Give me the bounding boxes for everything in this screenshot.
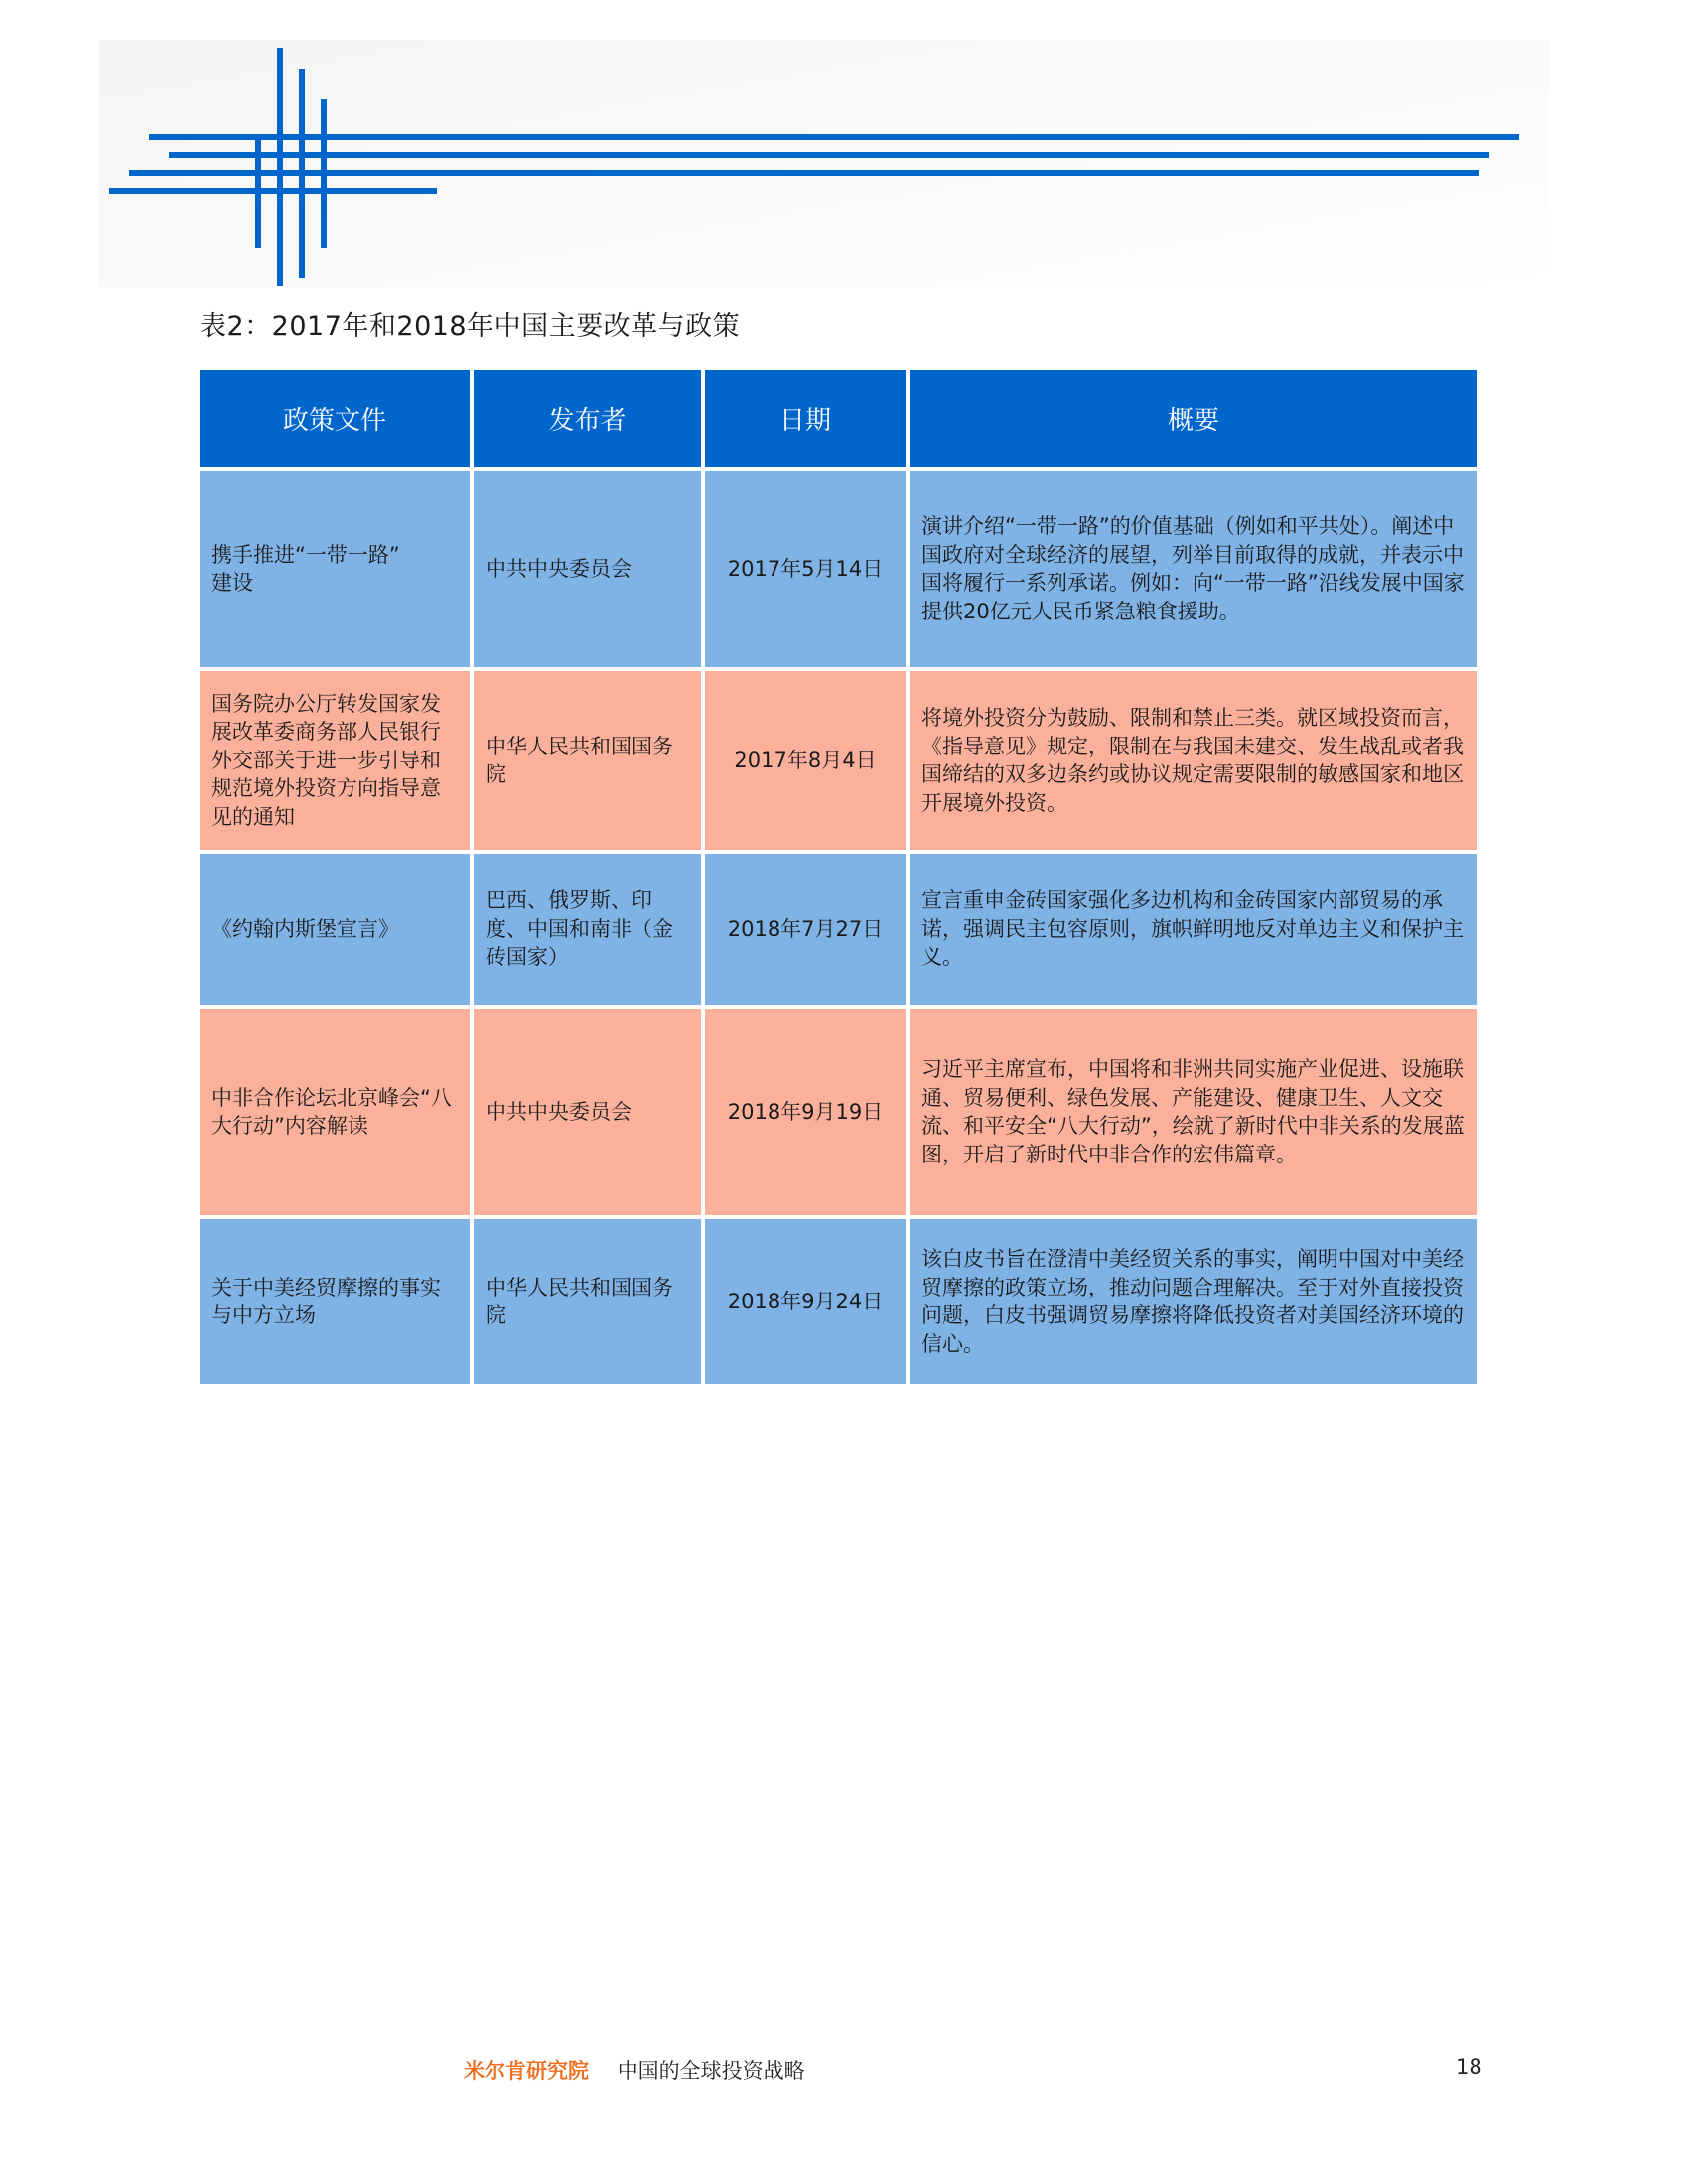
cell-summary: 宣言重申金砖国家强化多边机构和金砖国家内部贸易的承诺，强调民主包容原则，旗帜鲜明地反对单边主义和保护主义。 bbox=[910, 854, 1477, 1005]
footer-doc-title: 中国的全球投资战略 bbox=[617, 2059, 805, 2083]
cell-publisher: 中华人民共和国国务院 bbox=[474, 1219, 701, 1384]
page-footer bbox=[464, 2055, 805, 2085]
cell-doc: 国务院办公厅转发国家发展改革委商务部人民银行外交部关于进一步引导和规范境外投资方向指导意见的通知 bbox=[200, 671, 470, 850]
page-number: 18 bbox=[1456, 2055, 1482, 2079]
column-header-doc: 政策文件 bbox=[200, 370, 470, 467]
cell-date: 2017年5月14日 bbox=[705, 471, 906, 667]
cell-date: 2017年8月4日 bbox=[705, 671, 906, 850]
header-grid-lines-icon bbox=[99, 40, 1549, 308]
cell-date: 2018年9月19日 bbox=[705, 1009, 906, 1215]
cell-date: 2018年9月24日 bbox=[705, 1219, 906, 1384]
table-caption: 表2：2017年和2018年中国主要改革与政策 bbox=[200, 311, 741, 341]
cell-doc: 关于中美经贸摩擦的事实与中方立场 bbox=[200, 1219, 470, 1384]
cell-date: 2018年7月27日 bbox=[705, 854, 906, 1005]
table-row bbox=[200, 1009, 1477, 1215]
table-row bbox=[200, 471, 1477, 667]
table-header-row bbox=[200, 370, 1477, 467]
cell-publisher: 巴西、俄罗斯、印度、中国和南非（金砖国家） bbox=[474, 854, 701, 1005]
table-row bbox=[200, 854, 1477, 1005]
column-header-summary: 概要 bbox=[910, 370, 1477, 467]
footer-org-name: 米尔肯研究院 bbox=[464, 2059, 589, 2083]
cell-publisher: 中华人民共和国国务院 bbox=[474, 671, 701, 850]
cell-summary: 该白皮书旨在澄清中美经贸关系的事实，阐明中国对中美经贸摩擦的政策立场，推动问题合理解决。至于对外直接投资问题，白皮书强调贸易摩擦将降低投资者对美国经济环境的信心。 bbox=[910, 1219, 1477, 1384]
cell-doc: 《约翰内斯堡宣言》 bbox=[200, 854, 470, 1005]
cell-publisher: 中共中央委员会 bbox=[474, 1009, 701, 1215]
cell-summary: 将境外投资分为鼓励、限制和禁止三类。就区域投资而言，《指导意见》规定，限制在与我国未建交、发生战乱或者我国缔结的双多边条约或协议规定需要限制的敏感国家和地区开展境外投资。 bbox=[910, 671, 1477, 850]
table-row bbox=[200, 1219, 1477, 1384]
table-row bbox=[200, 671, 1477, 850]
cell-doc: 中非合作论坛北京峰会“八大行动”内容解读 bbox=[200, 1009, 470, 1215]
cell-summary: 习近平主席宣布，中国将和非洲共同实施产业促进、设施联通、贸易便利、绿色发展、产能建设、健康卫生、人文交流、和平安全“八大行动”，绘就了新时代中非关系的发展蓝图，开启了新时代中非合作的宏伟篇章。 bbox=[910, 1009, 1477, 1215]
cell-summary: 演讲介绍“一带一路”的价值基础（例如和平共处）。阐述中国政府对全球经济的展望，列举目前取得的成就，并表示中国将履行一系列承诺。例如：向“一带一路”沿线发展中国家提供20亿元人民币紧急粮食援助。 bbox=[910, 471, 1477, 667]
cell-doc: 携手推进“一带一路” 建设 bbox=[200, 471, 470, 667]
policy-table bbox=[196, 366, 1481, 1388]
cell-publisher: 中共中央委员会 bbox=[474, 471, 701, 667]
column-header-publisher: 发布者 bbox=[474, 370, 701, 467]
column-header-date: 日期 bbox=[705, 370, 906, 467]
